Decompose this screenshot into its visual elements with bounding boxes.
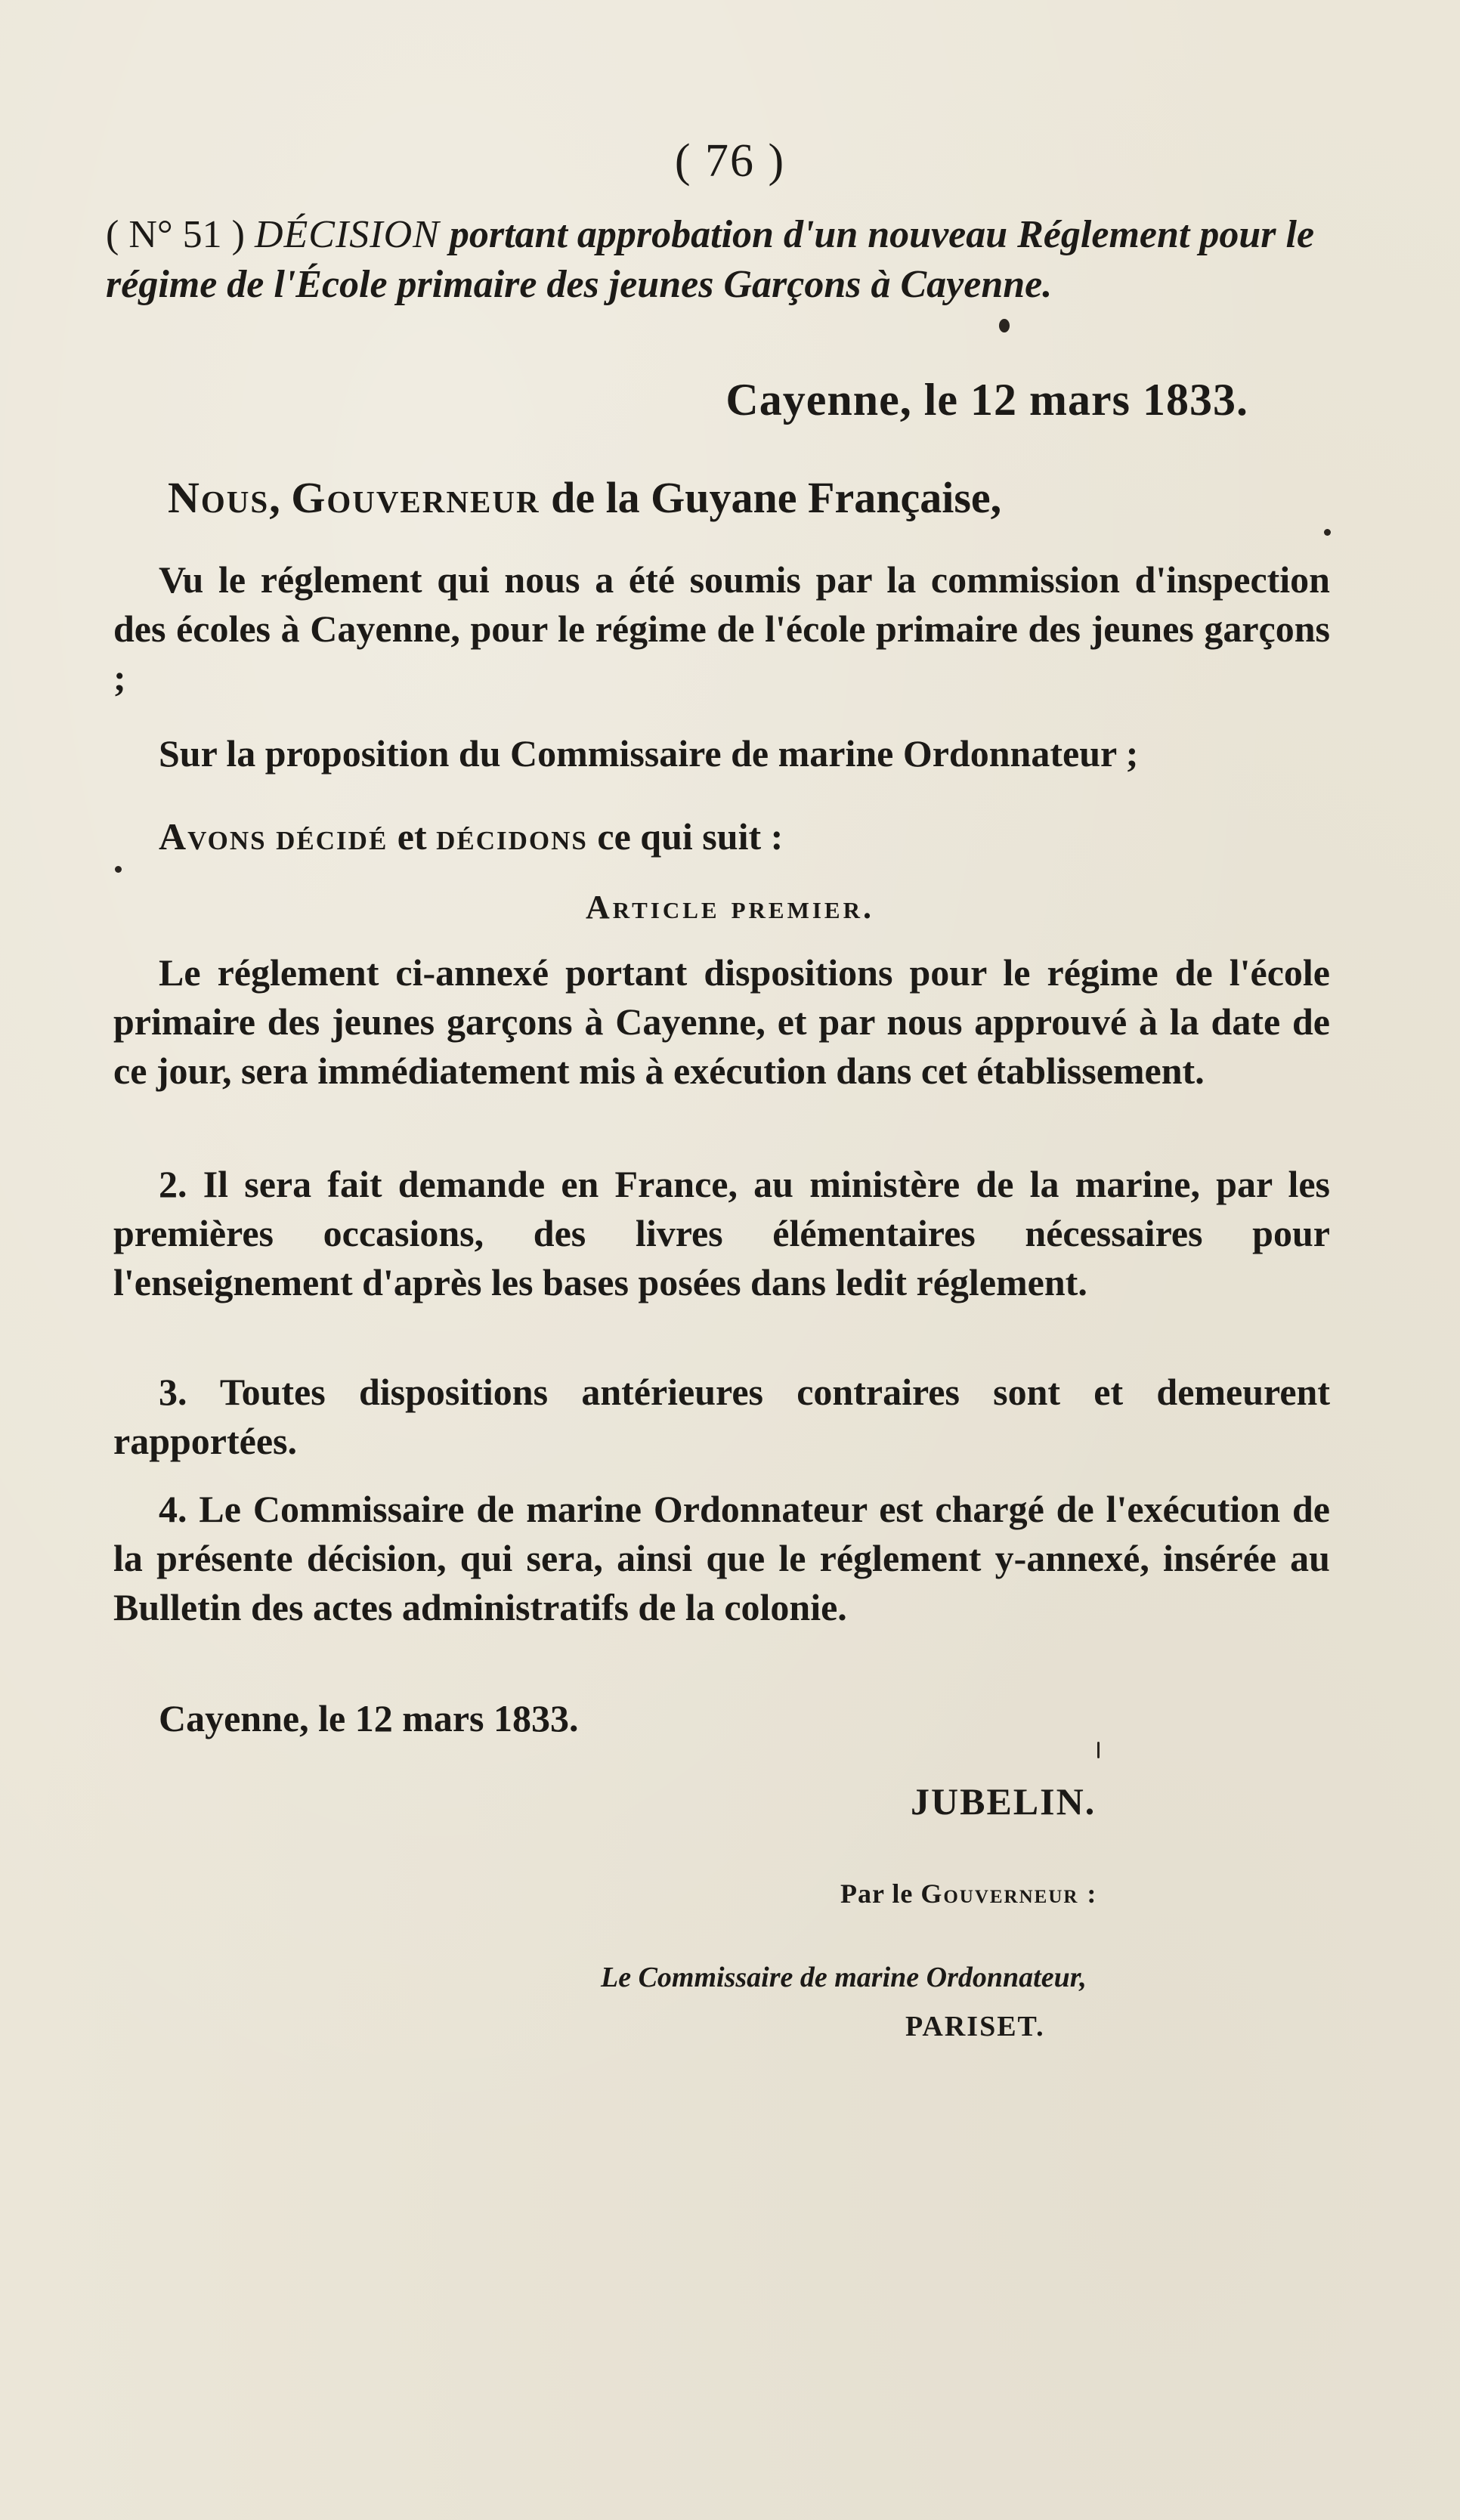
- governor-title: Gouverneur: [291, 473, 540, 522]
- ink-speck: [1097, 1742, 1100, 1758]
- article-3: 3. Toutes dispositions antérieures contraires sont et demeurent rapportées.: [113, 1371, 1330, 1462]
- date-top: Cayenne, le 12 mars 1833.: [725, 375, 1248, 425]
- decision-heading: [106, 210, 1330, 310]
- commissaire-title: Le Commissaire de marine Ordonnateur,: [601, 1962, 1087, 1993]
- decision-word: DÉCISION: [254, 213, 440, 256]
- avons-rest: ce qui suit :: [597, 815, 784, 858]
- par-le-title: Gouverneur :: [920, 1878, 1098, 1909]
- article-4: 4. Le Commissaire de marine Ordonnateur est chargé de l'exécution de la présente décision, qui sera, ainsi que le réglement y-annexé, insérée au Bulletin des actes administratifs de la colonie.: [113, 1488, 1330, 1628]
- governor-nous: Nous: [168, 473, 270, 522]
- article-1: Le réglement ci-annexé portant dispositions pour le régime de l'école primaire des jeunes garçons à Cayenne, et par nous approuvé à la date de ce jour, sera immédiatement mis à exécution dans cet établissement.: [113, 951, 1330, 1092]
- decidons-word: décidons: [436, 815, 588, 858]
- ink-speck: [1324, 529, 1331, 536]
- governor-line: Nous, Gouverneur de la Guyane Française,: [168, 473, 1002, 522]
- par-le-gouverneur: [840, 1878, 1097, 1909]
- governor-rest: de la Guyane Française,: [551, 473, 1002, 522]
- article-title: Article premier.: [586, 889, 874, 926]
- decision-heading-text: portant approbation d'un nouveau Réglement pour le régime de l'École primaire des jeunes Garçons à Cayenne.: [106, 213, 1315, 306]
- decision-number: ( N° 51 ): [106, 213, 245, 256]
- date-bottom: Cayenne, le 12 mars 1833.: [159, 1697, 579, 1739]
- ink-speck: [115, 866, 122, 873]
- article-2: 2. Il sera fait demande en France, au ministère de la marine, par les premières occasions, des livres élémentaires nécessaires pour l'enseignement d'après les bases posées dans ledit réglement.: [113, 1163, 1330, 1303]
- page-number: ( 76 ): [674, 135, 786, 187]
- paragraph-sur: Sur la proposition du Commissaire de marine Ordonnateur ;: [159, 732, 1139, 775]
- paragraph-vu: Vu le réglement qui nous a été soumis par la commission d'inspection des écoles à Cayenne, pour le régime de l'école primaire des jeunes garçons ;: [113, 558, 1330, 699]
- par-le-text: Par le: [840, 1878, 914, 1909]
- avons-word: Avons: [159, 815, 267, 858]
- paragraph-avons: [113, 812, 1330, 861]
- et-word: et: [397, 815, 427, 858]
- commissaire-signature: PARISET.: [905, 2011, 1045, 2042]
- decide-word: décidé: [276, 815, 388, 858]
- ink-speck: [999, 319, 1010, 332]
- governor-signature: JUBELIN.: [911, 1780, 1097, 1823]
